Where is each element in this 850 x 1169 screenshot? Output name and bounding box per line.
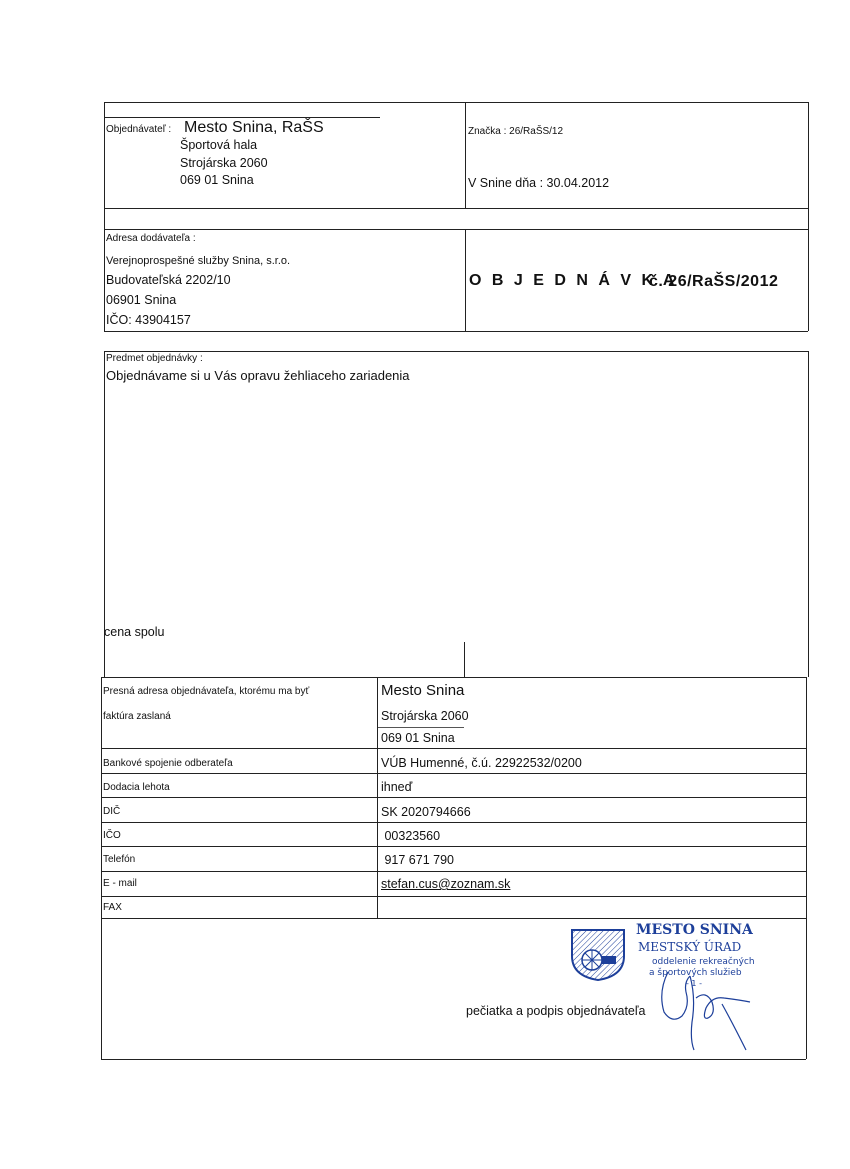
subject-label: Predmet objednávky : <box>106 353 203 364</box>
orderer-name: Mesto Snina, RaŠS <box>184 119 324 136</box>
supplier-label: Adresa dodávateľa : <box>106 233 196 244</box>
detail-label-email: E - mail <box>103 878 137 889</box>
order-title: O B J E D N Á V K A <box>469 272 678 289</box>
order-number: č. 26/RaŠS/2012 <box>649 273 779 290</box>
stamp-signature-caption: pečiatka a podpis objednávateľa <box>466 1004 646 1018</box>
signature-scribble-icon <box>650 962 760 1057</box>
billing-street: Strojárska 2060 <box>381 709 469 723</box>
stamp-line5: - 1 - <box>686 979 702 988</box>
stamp-line3: oddelenie rekreačných <box>652 957 755 967</box>
billing-city: 069 01 Snina <box>381 731 455 745</box>
detail-label-ico: IČO <box>103 830 121 841</box>
orderer-line4: 069 01 Snina <box>180 173 254 187</box>
billing-label-2: faktúra zaslaná <box>103 711 171 722</box>
stamp-line2: MESTSKÝ ÚRAD <box>638 940 742 954</box>
detail-label-fax: FAX <box>103 902 122 913</box>
supplier-street: Budovateľská 2202/10 <box>106 273 231 287</box>
detail-value-phone: 917 671 790 <box>381 853 454 867</box>
billing-label: Presná adresa objednávateľa, ktorému ma byť <box>103 686 310 697</box>
coat-of-arms-icon <box>568 926 628 982</box>
supplier-ico: IČO: 43904157 <box>106 313 191 327</box>
detail-label-delivery: Dodacia lehota <box>103 782 170 793</box>
stamp-line4: a športových služieb <box>649 968 742 978</box>
detail-value-ico: 00323560 <box>381 829 441 843</box>
detail-label-dic: DIČ <box>103 806 121 817</box>
detail-value-dic: SK 2020794666 <box>381 805 471 819</box>
detail-value-delivery: ihneď <box>381 780 413 794</box>
supplier-city: 06901 Snina <box>106 293 177 307</box>
subject-text: Objednávame si u Vás opravu žehliaceho zariadenia <box>106 368 410 383</box>
detail-label-phone: Telefón <box>103 854 136 865</box>
orderer-label: Objednávateľ : <box>106 124 172 135</box>
supplier-name: Verejnoprospešné služby Snina, s.r.o. <box>106 255 291 267</box>
email-link[interactable]: stefan.cus@zoznam.sk <box>381 877 511 891</box>
billing-name: Mesto Snina <box>381 682 465 699</box>
reference-label: Značka : 26/RaŠS/12 <box>468 126 564 137</box>
stamp-line1: MESTO SNINA <box>636 922 753 938</box>
price-total-label: cena spolu <box>104 625 165 639</box>
detail-label-bank: Bankové spojenie odberateľa <box>103 758 233 769</box>
place-date: V Snine dňa : 30.04.2012 <box>468 176 610 190</box>
orderer-line3: Strojárska 2060 <box>180 156 268 170</box>
detail-value-bank: VÚB Humenné, č.ú. 22922532/0200 <box>381 756 582 770</box>
orderer-line2: Športová hala <box>180 138 258 152</box>
